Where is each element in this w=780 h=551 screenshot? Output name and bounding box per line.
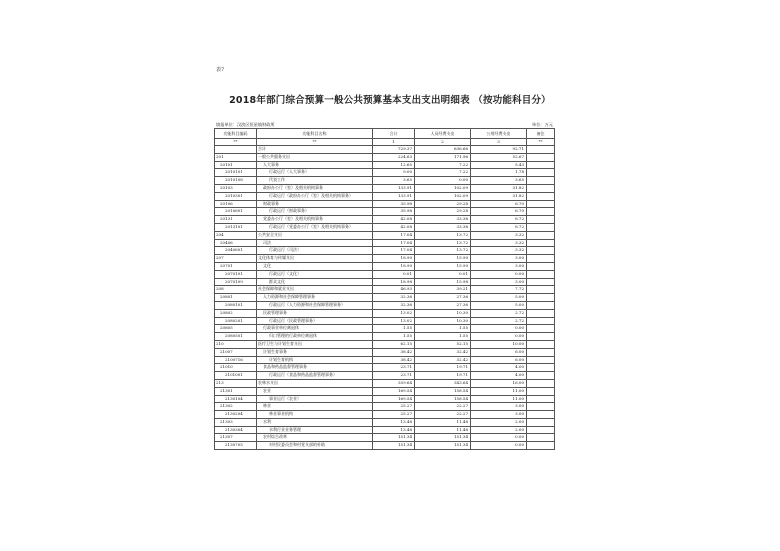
table-row	[215, 387, 555, 395]
personnel-cell: 102.09	[415, 184, 471, 192]
name-cell: 行政事业单位离退休	[257, 325, 373, 333]
total-cell: 12.65	[373, 161, 415, 169]
name-cell: 司法	[257, 239, 373, 247]
public-cell: 3.32	[471, 247, 527, 255]
name-cell: 水利	[257, 418, 373, 426]
public-cell: 2.00	[471, 418, 527, 426]
public-cell: 3.65	[471, 177, 527, 185]
note-cell	[527, 286, 555, 294]
personnel-cell: 151.34	[415, 434, 471, 442]
public-cell: 6.70	[471, 208, 527, 216]
column-header-personnel: 人员经费支出	[415, 129, 471, 139]
column-header-public: 公用经费支出	[471, 129, 527, 139]
note-cell	[527, 153, 555, 161]
name-cell: 林业事业机构	[257, 411, 373, 419]
total-cell: 13.02	[373, 309, 415, 317]
public-cell: 5.43	[471, 161, 527, 169]
code-cell: 2080501	[215, 333, 257, 341]
note-cell	[527, 395, 555, 403]
table-row	[215, 255, 555, 263]
table-row	[215, 161, 555, 169]
name-cell: 文化体育与传媒支出	[257, 255, 373, 263]
code-cell: 210	[215, 340, 257, 348]
code-cell: 21301	[215, 387, 257, 395]
table-row	[215, 184, 555, 192]
personnel-cell: 10.30	[415, 309, 471, 317]
public-cell: 8.72	[471, 216, 527, 224]
public-cell: 4.00	[471, 372, 527, 380]
total-cell: 18.99	[373, 262, 415, 270]
name-cell: 人力资源和社会保障管理事务	[257, 294, 373, 302]
personnel-cell: 33.36	[415, 216, 471, 224]
public-cell: 52.67	[471, 153, 527, 161]
column-header-name: 功能科目名称	[257, 129, 373, 139]
code-cell	[215, 146, 257, 154]
public-cell: 92.71	[471, 146, 527, 154]
name-cell: 行政运行（财政事务）	[257, 208, 373, 216]
public-cell: 0.00	[471, 333, 527, 341]
note-cell	[527, 434, 555, 442]
total-cell: 35.98	[373, 200, 415, 208]
note-cell	[527, 278, 555, 286]
name-cell: 财政事务	[257, 200, 373, 208]
currency-unit: 单位：万元	[532, 122, 553, 127]
total-cell: 133.91	[373, 192, 415, 200]
total-cell: 23.71	[373, 364, 415, 372]
personnel-cell: 171.96	[415, 153, 471, 161]
public-cell: 8.72	[471, 223, 527, 231]
name-cell: 民政管理事务	[257, 309, 373, 317]
code-cell: 2101001	[215, 372, 257, 380]
total-cell: 18.98	[373, 278, 415, 286]
table-row	[215, 395, 555, 403]
total-cell: 38.42	[373, 348, 415, 356]
personnel-cell: 0.00	[415, 177, 471, 185]
total-cell: 169.54	[373, 387, 415, 395]
public-cell: 3.32	[471, 231, 527, 239]
table-row	[215, 231, 555, 239]
table-row	[215, 333, 555, 341]
code-cell: 21007	[215, 348, 257, 356]
table-row	[215, 270, 555, 278]
note-cell	[527, 309, 555, 317]
name-cell: 群众文化	[257, 278, 373, 286]
column-header-total: 合计	[373, 129, 415, 139]
table-row	[215, 216, 555, 224]
public-cell: 0.00	[471, 270, 527, 278]
code-cell: 20103	[215, 184, 257, 192]
name-cell: 一般公共服务支出	[257, 153, 373, 161]
personnel-cell: 343.64	[415, 379, 471, 387]
note-cell	[527, 247, 555, 255]
total-cell: 13.02	[373, 317, 415, 325]
note-cell	[527, 262, 555, 270]
public-cell: 31.82	[471, 192, 527, 200]
name-cell: 党委办公厅（室）及相关机构事务	[257, 216, 373, 224]
note-cell	[527, 192, 555, 200]
total-cell: 133.91	[373, 184, 415, 192]
note-cell	[527, 294, 555, 302]
total-cell: 42.08	[373, 216, 415, 224]
table-row	[215, 146, 555, 154]
note-cell	[527, 387, 555, 395]
total-cell: 13.48	[373, 426, 415, 434]
personnel-cell: 52.15	[415, 340, 471, 348]
code-cell: 21307	[215, 434, 257, 442]
public-cell: 3.32	[471, 239, 527, 247]
note-cell	[527, 239, 555, 247]
name-cell: 农村综合改革	[257, 434, 373, 442]
name-cell: 计划生育事务	[257, 348, 373, 356]
public-cell: 3.00	[471, 262, 527, 270]
table-row	[215, 411, 555, 419]
code-cell: 2130705	[215, 442, 257, 450]
total-cell: 25.27	[373, 403, 415, 411]
index-cell: **	[257, 139, 373, 146]
table-row	[215, 262, 555, 270]
index-cell: 3	[471, 139, 527, 146]
name-cell: 行政运行（人力资源和社会保障管理事务）	[257, 301, 373, 309]
personnel-cell: 13.72	[415, 239, 471, 247]
code-cell: 2010601	[215, 208, 257, 216]
public-cell: 0.00	[471, 325, 527, 333]
code-cell: 2130104	[215, 395, 257, 403]
note-cell	[527, 333, 555, 341]
code-cell: 20805	[215, 325, 257, 333]
total-cell: 25.27	[373, 411, 415, 419]
table-row	[215, 247, 555, 255]
reporting-unit: 填报单位：汉滨区恒星镇财政所	[216, 122, 275, 127]
total-cell: 62.15	[373, 340, 415, 348]
note-cell	[527, 403, 555, 411]
personnel-cell: 1.55	[415, 333, 471, 341]
personnel-cell: 33.36	[415, 223, 471, 231]
public-cell: 0.00	[471, 434, 527, 442]
expenditure-table	[214, 128, 555, 450]
note-cell	[527, 379, 555, 387]
name-cell: 归口管理的行政单位离退休	[257, 333, 373, 341]
code-cell: 20801	[215, 294, 257, 302]
table-row	[215, 379, 555, 387]
personnel-cell: 11.48	[415, 418, 471, 426]
code-cell: 21010	[215, 364, 257, 372]
name-cell: 农林水支出	[257, 379, 373, 387]
note-cell	[527, 356, 555, 364]
total-cell: 3.65	[373, 177, 415, 185]
total-cell: 169.54	[373, 395, 415, 403]
personnel-cell: 29.28	[415, 200, 471, 208]
personnel-cell: 29.28	[415, 208, 471, 216]
name-cell: 合计	[257, 146, 373, 154]
public-cell: 5.00	[471, 294, 527, 302]
note-cell	[527, 146, 555, 154]
personnel-cell: 32.42	[415, 348, 471, 356]
name-cell: 事业运行（农业）	[257, 395, 373, 403]
code-cell: 213	[215, 379, 257, 387]
code-cell: 201	[215, 153, 257, 161]
total-cell: 17.04	[373, 239, 415, 247]
name-cell: 政府办公厅（室）及相关机构事务	[257, 184, 373, 192]
note-cell	[527, 426, 555, 434]
note-cell	[527, 418, 555, 426]
name-cell: 代表工作	[257, 177, 373, 185]
note-cell	[527, 223, 555, 231]
table-row	[215, 192, 555, 200]
table-row	[215, 208, 555, 216]
note-cell	[527, 301, 555, 309]
table-row	[215, 403, 555, 411]
total-cell: 46.93	[373, 286, 415, 294]
note-cell	[527, 184, 555, 192]
code-cell: 20101	[215, 161, 257, 169]
name-cell: 行政运行（食品和药品监督管理事务）	[257, 372, 373, 380]
total-cell: 18.99	[373, 255, 415, 263]
note-cell	[527, 270, 555, 278]
public-cell: 2.00	[471, 426, 527, 434]
note-cell	[527, 200, 555, 208]
name-cell: 行政运行（人大事务）	[257, 169, 373, 177]
code-cell: 208	[215, 286, 257, 294]
page-title: 2018年部门综合预算一般公共预算基本支出支出明细表 （按功能科目分）	[229, 95, 551, 106]
public-cell: 11.00	[471, 395, 527, 403]
personnel-cell: 7.22	[415, 169, 471, 177]
table-row	[215, 356, 555, 364]
code-cell: 2070101	[215, 270, 257, 278]
note-cell	[527, 340, 555, 348]
personnel-cell: 22.27	[415, 411, 471, 419]
table-header-row	[215, 129, 555, 139]
table-row	[215, 372, 555, 380]
note-cell	[527, 372, 555, 380]
name-cell: 社会保障和就业支出	[257, 286, 373, 294]
personnel-cell: 11.48	[415, 426, 471, 434]
personnel-cell: 158.54	[415, 387, 471, 395]
total-cell: 35.98	[373, 208, 415, 216]
table-row	[215, 239, 555, 247]
table-row	[215, 153, 555, 161]
public-cell: 7.72	[471, 286, 527, 294]
code-cell: 20106	[215, 200, 257, 208]
code-cell: 2100716	[215, 356, 257, 364]
public-cell: 3.00	[471, 403, 527, 411]
note-cell	[527, 161, 555, 169]
personnel-cell: 15.99	[415, 255, 471, 263]
name-cell: 计划生育机构	[257, 356, 373, 364]
public-cell: 3.00	[471, 411, 527, 419]
public-cell: 11.00	[471, 387, 527, 395]
personnel-cell: 32.42	[415, 356, 471, 364]
total-cell: 32.36	[373, 301, 415, 309]
personnel-cell: 1.55	[415, 325, 471, 333]
table-body	[215, 146, 555, 450]
personnel-cell: 13.72	[415, 231, 471, 239]
public-cell: 5.00	[471, 301, 527, 309]
public-cell: 31.82	[471, 184, 527, 192]
personnel-cell: 151.34	[415, 442, 471, 450]
table-row	[215, 418, 555, 426]
index-cell: 1	[373, 139, 415, 146]
name-cell: 行政运行（党委办公厅（室）及相关机构事务）	[257, 223, 373, 231]
personnel-cell: 10.30	[415, 317, 471, 325]
personnel-cell: 158.54	[415, 395, 471, 403]
table-row	[215, 294, 555, 302]
total-cell: 23.71	[373, 372, 415, 380]
note-cell	[527, 348, 555, 356]
code-cell: 2013101	[215, 223, 257, 231]
name-cell: 行政运行（文化）	[257, 270, 373, 278]
note-cell	[527, 411, 555, 419]
table-row	[215, 426, 555, 434]
personnel-cell: 22.27	[415, 403, 471, 411]
total-cell: 13.48	[373, 418, 415, 426]
name-cell: 对村民委员会和村党支部的补助	[257, 442, 373, 450]
public-cell: 16.00	[471, 379, 527, 387]
total-cell: 1.55	[373, 325, 415, 333]
code-cell: 20802	[215, 309, 257, 317]
public-cell: 6.00	[471, 348, 527, 356]
total-cell: 42.08	[373, 223, 415, 231]
note-cell	[527, 208, 555, 216]
table-row	[215, 200, 555, 208]
personnel-cell: 13.72	[415, 247, 471, 255]
personnel-cell: 15.98	[415, 278, 471, 286]
table-row	[215, 317, 555, 325]
table-row	[215, 348, 555, 356]
total-cell: 38.42	[373, 356, 415, 364]
index-cell: **	[527, 139, 555, 146]
column-header-note: 备注	[527, 129, 555, 139]
code-cell: 21302	[215, 403, 257, 411]
note-cell	[527, 442, 555, 450]
note-cell	[527, 231, 555, 239]
personnel-cell: 27.36	[415, 301, 471, 309]
table-row	[215, 309, 555, 317]
public-cell: 4.00	[471, 364, 527, 372]
name-cell: 文化	[257, 262, 373, 270]
code-cell: 2040601	[215, 247, 257, 255]
name-cell: 人大事务	[257, 161, 373, 169]
total-cell: 32.36	[373, 294, 415, 302]
public-cell: 3.00	[471, 255, 527, 263]
name-cell: 水利行业业务管理	[257, 426, 373, 434]
code-cell: 2070109	[215, 278, 257, 286]
code-cell: 204	[215, 231, 257, 239]
name-cell: 行政运行（政府办公厅（室）及相关机构事务）	[257, 192, 373, 200]
total-cell: 9.00	[373, 169, 415, 177]
code-cell: 20406	[215, 239, 257, 247]
note-cell	[527, 255, 555, 263]
personnel-cell: 27.36	[415, 294, 471, 302]
public-cell: 6.70	[471, 200, 527, 208]
personnel-cell: 102.09	[415, 192, 471, 200]
table-row	[215, 340, 555, 348]
public-cell: 10.00	[471, 340, 527, 348]
public-cell: 2.72	[471, 317, 527, 325]
code-cell: 2010301	[215, 192, 257, 200]
personnel-cell: 636.66	[415, 146, 471, 154]
personnel-cell: 39.21	[415, 286, 471, 294]
name-cell: 行政运行（民政管理事务）	[257, 317, 373, 325]
table-row	[215, 442, 555, 450]
personnel-cell: 19.71	[415, 372, 471, 380]
table-row	[215, 286, 555, 294]
note-cell	[527, 177, 555, 185]
name-cell: 农业	[257, 387, 373, 395]
table-row	[215, 177, 555, 185]
table-row	[215, 434, 555, 442]
total-cell: 224.63	[373, 153, 415, 161]
public-cell: 0.00	[471, 442, 527, 450]
note-cell	[527, 364, 555, 372]
total-cell: 729.37	[373, 146, 415, 154]
total-cell: 151.34	[373, 434, 415, 442]
name-cell: 公共安全支出	[257, 231, 373, 239]
public-cell: 3.00	[471, 278, 527, 286]
note-cell	[527, 317, 555, 325]
table-row	[215, 301, 555, 309]
note-cell	[527, 325, 555, 333]
index-cell: 2	[415, 139, 471, 146]
name-cell: 医疗卫生与计划生育支出	[257, 340, 373, 348]
public-cell: 2.72	[471, 309, 527, 317]
code-cell: 2010101	[215, 169, 257, 177]
table-row	[215, 278, 555, 286]
table-row	[215, 325, 555, 333]
total-cell: 17.04	[373, 247, 415, 255]
table-row	[215, 364, 555, 372]
code-cell: 21303	[215, 418, 257, 426]
table-row	[215, 223, 555, 231]
column-header-code: 功能科目编码	[215, 129, 257, 139]
index-cell: **	[215, 139, 257, 146]
total-cell: 0.01	[373, 270, 415, 278]
total-cell: 151.34	[373, 442, 415, 450]
name-cell: 行政运行（司法）	[257, 247, 373, 255]
personnel-cell: 19.71	[415, 364, 471, 372]
name-cell: 林业	[257, 403, 373, 411]
page-label: 表7	[216, 67, 225, 73]
table-index-row	[215, 139, 555, 146]
code-cell: 20701	[215, 262, 257, 270]
code-cell: 2130304	[215, 426, 257, 434]
total-cell: 17.04	[373, 231, 415, 239]
note-cell	[527, 216, 555, 224]
public-cell: 1.78	[471, 169, 527, 177]
code-cell: 2080101	[215, 301, 257, 309]
code-cell: 2080201	[215, 317, 257, 325]
code-cell: 207	[215, 255, 257, 263]
code-cell: 2130204	[215, 411, 257, 419]
personnel-cell: 15.99	[415, 262, 471, 270]
note-cell	[527, 169, 555, 177]
name-cell: 食品和药品监督管理事务	[257, 364, 373, 372]
code-cell: 20131	[215, 216, 257, 224]
personnel-cell: 0.01	[415, 270, 471, 278]
personnel-cell: 7.22	[415, 161, 471, 169]
table-row	[215, 169, 555, 177]
public-cell: 6.00	[471, 356, 527, 364]
total-cell: 359.64	[373, 379, 415, 387]
code-cell: 2010108	[215, 177, 257, 185]
total-cell: 1.55	[373, 333, 415, 341]
